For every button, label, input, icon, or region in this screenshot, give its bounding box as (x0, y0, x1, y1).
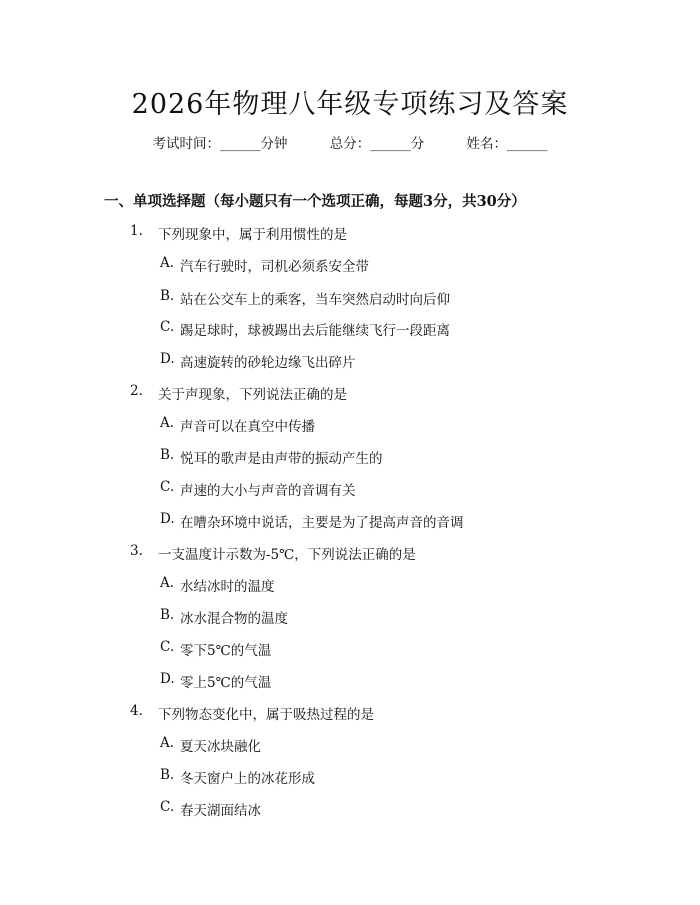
option-letter: A. (160, 575, 175, 591)
option-letter: A. (160, 415, 175, 431)
question-text: 关于声现象，下列说法正确的是 (158, 387, 347, 403)
question-text: 下列现象中，属于利用惯性的是 (158, 227, 347, 243)
question-number: 2. (130, 383, 143, 399)
option-text: 冰水混合物的温度 (180, 611, 288, 627)
option-text: 悦耳的歌声是由声带的振动产生的 (180, 451, 383, 467)
option-text: 高速旋转的砂轮边缘飞出碎片 (180, 355, 356, 371)
option-letter: D. (160, 511, 175, 527)
question-number: 3. (130, 543, 143, 559)
option-letter: C. (160, 639, 175, 655)
option-text: 踢足球时，球被踢出去后能继续飞行一段距离 (180, 323, 450, 339)
option-letter: B. (160, 447, 175, 463)
option-letter: A. (160, 735, 175, 751)
option-letter: C. (160, 479, 175, 495)
question-text: 一支温度计示数为-5℃，下列说法正确的是 (158, 547, 416, 563)
option-text: 声音可以在真空中传播 (180, 419, 315, 435)
page-title: 2026年物理八年级专项练习及答案 (131, 89, 569, 120)
option-text: 零下5℃的气温 (180, 643, 272, 659)
option-letter: C. (160, 319, 175, 335)
option-letter: A. (160, 255, 175, 271)
question-number: 1. (130, 223, 143, 239)
option-text: 零上5℃的气温 (180, 675, 272, 691)
option-text: 冬天窗户上的冰花形成 (180, 771, 315, 787)
option-letter: B. (160, 288, 175, 304)
option-letter: B. (160, 767, 175, 783)
option-letter: C. (160, 799, 175, 815)
section-heading: 一、单项选择题（每小题只有一个选项正确，每题3分，共30分） (104, 193, 526, 210)
option-letter: D. (160, 351, 175, 367)
exam-time-field: 考试时间：______分钟 (152, 136, 288, 152)
option-text: 在嘈杂环境中说话，主要是为了提高声音的音调 (180, 515, 464, 531)
option-letter: D. (160, 671, 175, 687)
question-text: 下列物态变化中，属于吸热过程的是 (158, 707, 374, 723)
option-text: 夏天冰块融化 (180, 739, 261, 755)
option-text: 汽车行驶时，司机必须系安全带 (180, 259, 369, 275)
option-text: 水结冰时的温度 (180, 579, 275, 595)
option-text: 声速的大小与声音的音调有关 (180, 483, 356, 499)
exam-info-line (0, 132, 700, 152)
name-field: 姓名：______ (466, 136, 548, 152)
option-text: 站在公交车上的乘客，当车突然启动时向后仰 (180, 292, 450, 308)
total-score-field: 总分：______分 (329, 136, 425, 152)
option-letter: B. (160, 607, 175, 623)
option-text: 春天湖面结冰 (180, 803, 261, 819)
question-number: 4. (130, 703, 143, 719)
